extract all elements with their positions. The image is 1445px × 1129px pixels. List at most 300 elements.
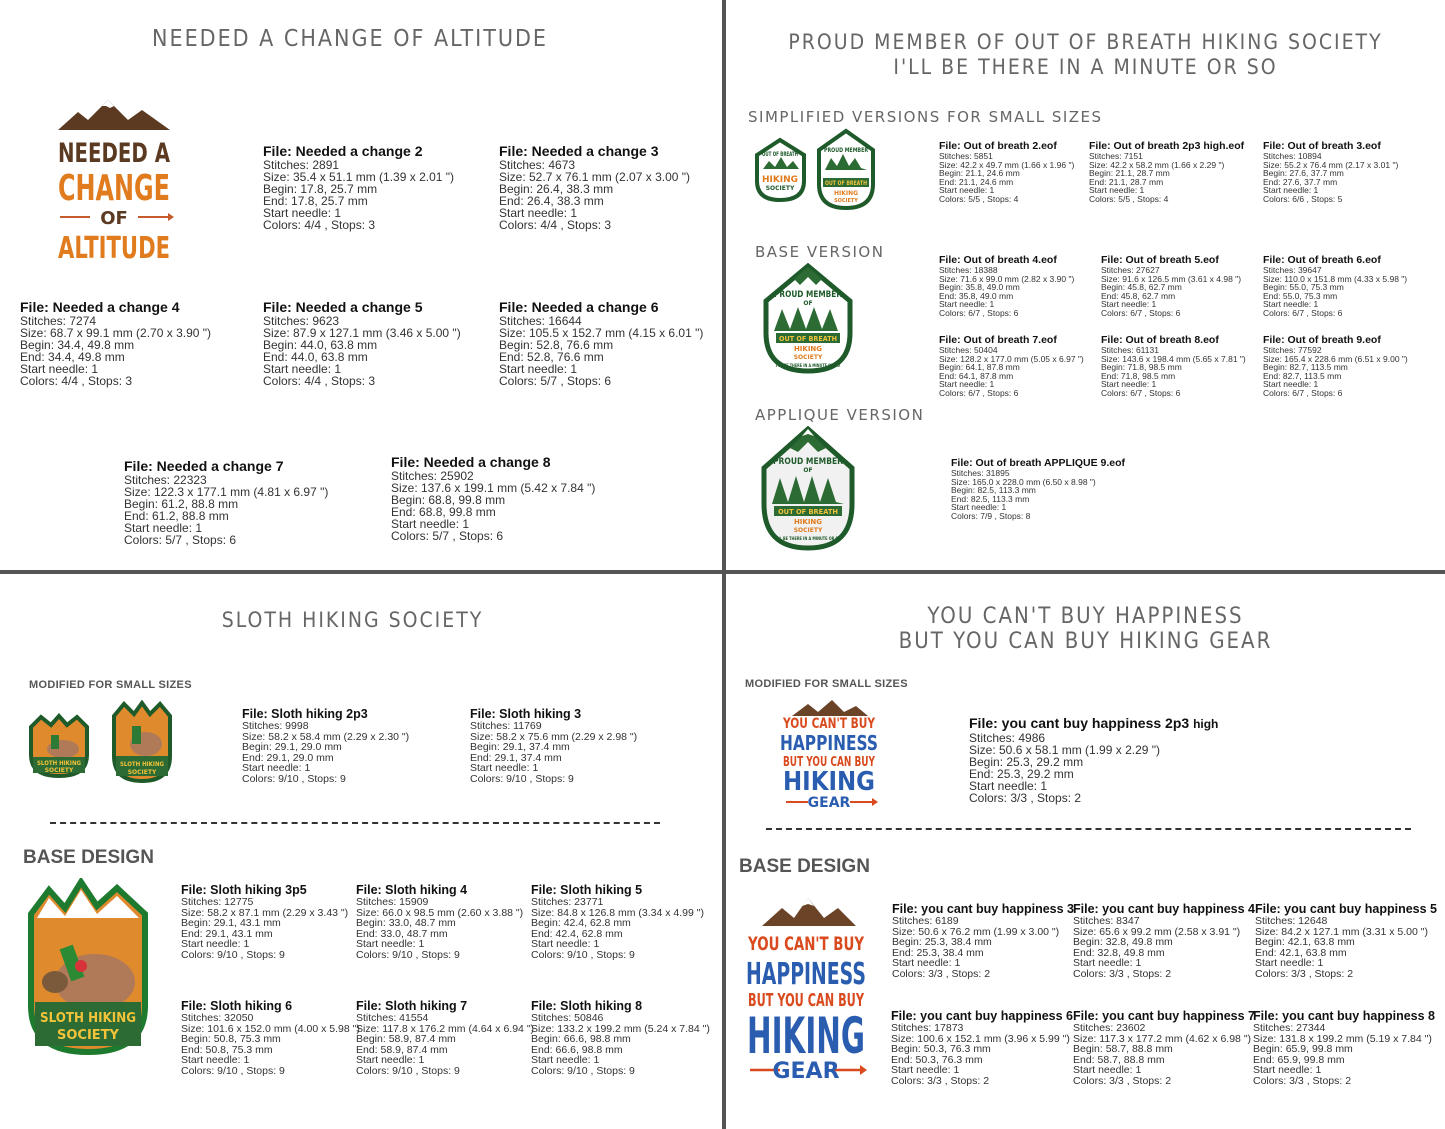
file-detail-line: Colors: 5/7 , Stops: 6 [391,529,504,543]
file-detail-line: Colors: 6/7 , Stops: 6 [939,307,1019,318]
file-detail-line: Begin: 33.0, 48.7 mm [356,917,456,929]
file-title: File: Out of breath 7.eof [939,334,1057,346]
file-needed-change-2 [263,143,454,231]
svg-text:PROUD MEMBER: PROUD MEMBER [824,147,869,154]
happiness-2p3-line: Stitches: 4986 [969,731,1046,745]
file-title: File: Needed a change 8 [391,454,551,470]
file-detail-line: Start needle: 1 [891,1064,960,1076]
file-needed-change-6 [499,299,703,387]
file-detail-line: Stitches: 9998 [242,720,309,732]
file-detail-line: End: 55.0, 75.3 mm [1263,290,1338,301]
file-detail-line: Colors: 4/4 , Stops: 3 [263,218,376,232]
file-detail-line: Stitches: 7274 [20,314,97,328]
file-detail-line: Colors: 4/4 , Stops: 3 [20,374,133,388]
q3-modified-label: MODIFIED FOR SMALL SIZES [29,679,192,691]
file-detail-line: Stitches: 4673 [499,158,576,172]
file-happiness-7 [1073,1009,1255,1086]
file-title: File: you cant buy happiness 7 [1073,1009,1255,1023]
file-detail-line: Start needle: 1 [356,1054,425,1066]
q3-dashed-separator [50,822,660,824]
file-detail-line: Start needle: 1 [356,938,425,950]
file-detail-line: Begin: 50.3, 76.3 mm [891,1043,991,1055]
file-detail-line: Begin: 42.4, 62.8 mm [531,917,631,929]
file-detail-line: Start needle: 1 [181,1054,250,1066]
file-detail-line: End: 27.6, 37.7 mm [1263,176,1338,187]
file-detail-line: Begin: 50.8, 75.3 mm [181,1033,281,1045]
file-title: File: Sloth hiking 8 [531,999,643,1013]
q4-title-line2: BUT YOU CAN BUY HIKING GEAR [898,629,1273,654]
file-detail-line: Colors: 5/5 , Stops: 4 [939,193,1019,204]
file-title: File: Needed a change 4 [20,299,180,315]
logo-needed-a: NEEDED A [58,138,171,169]
file-detail-line: End: 34.4, 49.8 mm [20,350,125,364]
file-detail-line: Stitches: 12775 [181,896,254,908]
file-detail-line: Start needle: 1 [1263,299,1319,309]
file-detail-line: Size: 110.0 x 151.8 mm (4.33 x 5.98 ") [1263,273,1408,284]
file-title: File: Sloth hiking 7 [356,999,468,1013]
file-detail-line: Stitches: 18388 [939,265,998,275]
file-detail-line: Size: 42.2 x 49.7 mm (1.66 x 1.96 ") [939,159,1075,170]
file-detail-line: Colors: 5/7 , Stops: 6 [499,374,612,388]
file-detail-line: Start needle: 1 [391,517,470,531]
file-detail-line: Size: 65.6 x 99.2 mm (2.58 x 3.91 ") [1073,925,1241,938]
file-detail-line: Stitches: 16644 [499,314,582,328]
file-detail-line: Size: 143.6 x 198.4 mm (5.65 x 7.81 ") [1101,353,1246,364]
svg-text:SOCIETY: SOCIETY [793,527,823,534]
file-detail-line: Colors: 4/4 , Stops: 3 [263,374,376,388]
file-sloth-hiking-2p3 [242,707,409,784]
file-detail-line: Colors: 4/4 , Stops: 3 [499,218,612,232]
file-title: File: Out of breath 2.eof [939,140,1057,152]
file-detail-line: Colors: 6/7 , Stops: 6 [1101,307,1181,318]
file-detail-line: Start needle: 1 [1073,957,1142,969]
file-detail-line: Begin: 42.1, 63.8 mm [1255,936,1355,948]
file-detail-line: Colors: 3/3 , Stops: 2 [891,1074,990,1087]
svg-text:YOU CAN'T BUY: YOU CAN'T BUY [782,716,876,732]
file-detail-line: Stitches: 12648 [1255,915,1328,927]
file-detail-line: Begin: 17.8, 25.7 mm [263,182,378,196]
q1-title: NEEDED A CHANGE OF ALTITUDE [152,26,548,52]
file-detail-line: Begin: 44.0, 63.8 mm [263,338,378,352]
file-detail-line: Begin: 58.7, 88.8 mm [1073,1043,1173,1055]
file-detail-line: Start needle: 1 [1101,379,1157,389]
file-needed-change-5 [263,299,461,387]
happiness-2p3-line: Size: 50.6 x 58.1 mm (1.99 x 2.29 ") [969,743,1161,757]
file-detail-line: Size: 84.2 x 127.1 mm (3.31 x 5.00 ") [1255,925,1428,938]
file-detail-line: Stitches: 22323 [124,473,207,487]
out-of-breath-base-badge [760,263,856,375]
svg-text:OF: OF [803,300,813,307]
q4-base-design-label: BASE DESIGN [739,856,870,877]
file-detail-line: Stitches: 31895 [951,468,1010,478]
file-detail-line: End: 58.9, 87.4 mm [356,1043,448,1056]
file-detail-line: Stitches: 10894 [1263,151,1322,161]
svg-text:GEAR: GEAR [772,1059,840,1082]
file-detail-line: Size: 100.6 x 152.1 mm (3.96 x 5.99 ") [891,1032,1070,1045]
file-detail-line: End: 58.7, 88.8 mm [1073,1053,1165,1066]
file-detail-line: Begin: 29.1, 37.4 mm [470,741,570,753]
file-detail-line: End: 68.8, 99.8 mm [391,505,496,519]
file-detail-line: Stitches: 39647 [1263,265,1322,275]
file-detail-line: Stitches: 23602 [1073,1022,1146,1034]
file-detail-line: Start needle: 1 [1089,185,1145,195]
file-title: File: Needed a change 5 [263,299,423,315]
file-detail-line: Colors: 9/10 , Stops: 9 [356,948,460,961]
file-sloth-hiking-5 [531,883,704,960]
file-title: File: you cant buy happiness 8 [1253,1009,1435,1023]
file-detail-line: Begin: 35.8, 49.0 mm [939,282,1020,292]
file-detail-line: Colors: 6/7 , Stops: 6 [939,387,1019,398]
svg-text:SLOTH HIKING: SLOTH HIKING [37,759,81,767]
file-detail-line: Start needle: 1 [181,938,250,950]
q2-title-line1: PROUD MEMBER OF OUT OF BREATH HIKING SOCIETY [788,30,1383,54]
svg-text:OF: OF [803,467,813,474]
base-version-label: BASE VERSION [755,243,885,261]
file-detail-line: Size: 128.2 x 177.0 mm (5.05 x 6.97 ") [939,353,1084,364]
file-out-of-breath-5 [1101,254,1241,317]
file-happiness-3 [892,902,1074,979]
file-detail-line: End: 65.9, 99.8 mm [1253,1053,1345,1066]
file-title: File: Needed a change 2 [263,143,423,159]
file-detail-line: Colors: 5/5 , Stops: 4 [1089,193,1169,204]
file-detail-line: Size: 58.2 x 75.6 mm (2.29 x 2.98 ") [470,730,638,743]
file-title: File: Out of breath 4.eof [939,254,1057,266]
file-detail-line: Colors: 9/10 , Stops: 9 [181,948,285,961]
file-detail-line: End: 61.2, 88.8 mm [124,509,229,523]
svg-text:SLOTH HIKING: SLOTH HIKING [40,1011,136,1026]
file-detail-line: Start needle: 1 [1263,185,1319,195]
file-detail-line: Begin: 68.8, 99.8 mm [391,493,506,507]
file-detail-line: Start needle: 1 [1255,957,1324,969]
file-out-of-breath-4 [939,254,1074,317]
file-needed-change-8 [391,454,595,542]
file-out-of-breath-7 [939,334,1084,397]
file-sloth-hiking-7 [356,999,534,1076]
file-detail-line: Start needle: 1 [1101,299,1157,309]
file-detail-line: Size: 105.5 x 152.7 mm (4.15 x 6.01 ") [499,326,704,340]
file-detail-line: Stitches: 77592 [1263,345,1322,355]
file-detail-line: End: 21.1, 28.7 mm [1089,176,1164,187]
file-detail-line: Begin: 21.1, 28.7 mm [1089,168,1170,178]
file-title: File: Needed a change 7 [124,458,284,474]
file-detail-line: End: 45.8, 62.7 mm [1101,290,1176,301]
file-title: File: Out of breath 9.eof [1263,334,1381,346]
svg-text:HAPPINESS: HAPPINESS [746,957,866,992]
file-title: File: Out of breath 3.eof [1263,140,1381,152]
svg-text:OUT OF BREATH: OUT OF BREATH [779,335,838,343]
file-detail-line: End: 82.7, 113.5 mm [1263,370,1342,381]
file-detail-line: Start needle: 1 [470,762,539,774]
needed-change-logo [50,98,180,268]
file-detail-line: Colors: 9/10 , Stops: 9 [531,948,635,961]
file-detail-line: Stitches: 5851 [939,151,993,161]
file-detail-line: Stitches: 27627 [1101,265,1160,275]
file-out-of-breath-6 [1263,254,1407,317]
file-detail-line: Colors: 5/7 , Stops: 6 [124,533,237,547]
file-detail-line: Begin: 65.9, 99.8 mm [1253,1043,1353,1055]
file-needed-change-7 [124,458,328,546]
file-detail-line: Start needle: 1 [499,362,578,376]
file-title: File: Out of breath 5.eof [1101,254,1219,266]
file-detail-line: End: 21.1, 24.6 mm [939,176,1014,187]
file-title: File: Sloth hiking 3p5 [181,883,307,897]
file-detail-line: Start needle: 1 [1263,379,1319,389]
file-detail-line: Stitches: 9623 [263,314,340,328]
file-detail-line: Begin: 66.6, 98.8 mm [531,1033,631,1045]
happiness-2p3-title-suffix: high [1193,717,1219,731]
svg-text:YOU CAN'T BUY: YOU CAN'T BUY [747,933,865,955]
file-detail-line: Begin: 82.7, 113.5 mm [1263,362,1348,372]
file-detail-line: Start needle: 1 [939,299,995,309]
svg-text:OUT OF BREATH: OUT OF BREATH [825,180,867,187]
file-detail-line: Size: 52.7 x 76.1 mm (2.07 x 3.00 ") [499,170,691,184]
out-of-breath-small-badge-1 [753,137,808,203]
file-needed-change-3 [499,143,690,231]
file-detail-line: Stitches: 6189 [892,915,959,927]
svg-text:BUT YOU CAN BUY: BUT YOU CAN BUY [748,990,865,1011]
file-title: File: you cant buy happiness 6 [891,1009,1073,1023]
file-detail-line: Stitches: 27344 [1253,1022,1326,1034]
file-detail-line: Start needle: 1 [939,379,995,389]
file-out-of-breath-8 [1101,334,1246,397]
file-title: File: Out of breath APPLIQUE 9.eof [951,457,1126,469]
file-detail-line: Colors: 9/10 , Stops: 9 [531,1064,635,1077]
file-happiness-5 [1255,902,1437,979]
file-title: File: you cant buy happiness 3 [892,902,1074,916]
file-detail-line: Start needle: 1 [1253,1064,1322,1076]
file-sloth-hiking-3p5 [181,883,348,960]
file-detail-line: End: 29.1, 29.0 mm [242,751,334,764]
file-detail-line: End: 50.3, 76.3 mm [891,1053,983,1066]
q2-title-line2: I'LL BE THERE IN A MINUTE OR SO [893,55,1278,79]
file-detail-line: Begin: 61.2, 88.8 mm [124,497,239,511]
q3-base-design-label: BASE DESIGN [23,847,154,868]
file-detail-line: Size: 66.0 x 98.5 mm (2.60 x 3.88 ") [356,906,524,919]
svg-text:SLOTH HIKING: SLOTH HIKING [120,760,164,768]
svg-text:HAPPINESS: HAPPINESS [780,731,878,755]
file-happiness-8 [1253,1009,1435,1086]
file-detail-line: Stitches: 8347 [1073,915,1140,927]
file-detail-line: Stitches: 17873 [891,1022,964,1034]
file-detail-line: Begin: 29.1, 43.1 mm [181,917,281,929]
file-sloth-hiking-6 [181,999,360,1076]
file-detail-line: End: 33.0, 48.7 mm [356,927,448,940]
file-detail-line: Colors: 3/3 , Stops: 2 [1073,967,1172,980]
file-detail-line: Colors: 3/3 , Stops: 2 [1253,1074,1352,1087]
file-detail-line: Colors: 3/3 , Stops: 2 [892,967,991,980]
file-detail-line: Size: 165.4 x 228.6 mm (6.51 x 9.00 ") [1263,353,1408,364]
svg-text:GEAR: GEAR [807,795,851,810]
svg-text:PROUD MEMBER: PROUD MEMBER [774,290,843,300]
file-detail-line: Colors: 9/10 , Stops: 9 [356,1064,460,1077]
happiness-small-logo [778,698,880,810]
file-detail-line: End: 64.1, 87.8 mm [939,370,1014,381]
file-detail-line: Colors: 3/3 , Stops: 2 [1255,967,1354,980]
file-detail-line: End: 32.8, 49.8 mm [1073,946,1165,959]
file-detail-line: Begin: 82.5, 113.3 mm [951,485,1036,495]
file-detail-line: Start needle: 1 [939,185,995,195]
logo-change: CHANGE [58,168,170,209]
file-detail-line: Size: 122.3 x 177.1 mm (4.81 x 6.97 ") [124,485,329,499]
file-detail-line: End: 44.0, 63.8 mm [263,350,368,364]
file-out-of-breath-applique-9 [951,457,1125,520]
svg-text:HIKING: HIKING [793,345,823,353]
file-detail-line: Stitches: 32050 [181,1012,254,1024]
file-detail-line: End: 29.1, 37.4 mm [470,751,562,764]
file-detail-line: Stitches: 2891 [263,158,340,172]
file-detail-line: Stitches: 11769 [470,720,542,732]
file-detail-line: Start needle: 1 [531,1054,600,1066]
file-detail-line: Size: 117.8 x 176.2 mm (4.64 x 6.94 ") [356,1022,535,1035]
file-detail-line: End: 71.8, 98.5 mm [1101,370,1176,381]
file-detail-line: Start needle: 1 [892,957,961,969]
file-detail-line: Stitches: 41554 [356,1012,429,1024]
svg-text:HIKING: HIKING [793,518,823,526]
file-detail-line: Size: 84.8 x 126.8 mm (3.34 x 4.99 ") [531,906,704,919]
file-detail-line: Begin: 32.8, 49.8 mm [1073,936,1173,948]
file-detail-line: Start needle: 1 [263,362,342,376]
file-detail-line: Begin: 27.6, 37.7 mm [1263,168,1344,178]
file-detail-line: Size: 42.2 x 58.2 mm (1.66 x 2.29 ") [1089,159,1225,170]
file-happiness-6 [891,1009,1073,1086]
file-title: File: Out of breath 2p3 high.eof [1089,140,1245,152]
svg-text:HIKING: HIKING [833,190,859,197]
file-detail-line: Colors: 6/7 , Stops: 6 [1263,387,1343,398]
svg-text:SOCIETY: SOCIETY [765,185,795,192]
svg-text:SOCIETY: SOCIETY [44,767,74,774]
file-detail-line: Begin: 25.3, 38.4 mm [892,936,992,948]
svg-text:SOCIETY: SOCIETY [793,354,823,361]
file-detail-line: Size: 91.6 x 126.5 mm (3.61 x 4.98 ") [1101,273,1242,284]
file-detail-line: End: 42.1, 63.8 mm [1255,946,1347,959]
file-detail-line: Begin: 52.8, 76.6 mm [499,338,614,352]
file-detail-line: Size: 58.2 x 58.4 mm (2.29 x 2.30 ") [242,730,410,743]
applique-version-label: APPLIQUE VERSION [755,406,925,424]
svg-text:SOCIETY: SOCIETY [57,1028,119,1043]
file-title: File: Sloth hiking 6 [181,999,293,1013]
file-detail-line: End: 26.4, 38.3 mm [499,194,604,208]
file-detail-line: Stitches: 61131 [1101,345,1159,355]
file-detail-line: Colors: 9/10 , Stops: 9 [181,1064,285,1077]
sloth-small-badge-1 [27,713,91,779]
file-detail-line: Start needle: 1 [531,938,600,950]
file-out-of-breath-9 [1263,334,1408,397]
happiness-2p3-line: Colors: 3/3 , Stops: 2 [969,791,1082,805]
file-detail-line: Size: 165.0 x 228.0 mm (6.50 x 8.98 ") [951,476,1096,487]
file-detail-line: Colors: 6/7 , Stops: 6 [1101,387,1181,398]
file-detail-line: Begin: 26.4, 38.3 mm [499,182,614,196]
file-detail-line: Stitches: 25902 [391,469,474,483]
file-title: File: Out of breath 8.eof [1101,334,1219,346]
file-detail-line: Stitches: 50846 [531,1012,604,1024]
file-detail-line: Size: 55.2 x 76.4 mm (2.17 x 3.01 ") [1263,159,1399,170]
file-title: File: you cant buy happiness 4 [1073,902,1255,916]
file-out-of-breath-3 [1263,140,1398,203]
file-title: File: you cant buy happiness 5 [1255,902,1437,916]
file-detail-line: Begin: 29.1, 29.0 mm [242,741,342,753]
file-detail-line: Size: 58.2 x 87.1 mm (2.29 x 3.43 ") [181,906,349,919]
svg-text:SOCIETY: SOCIETY [834,198,858,204]
file-detail-line: End: 42.4, 62.8 mm [531,927,623,940]
svg-text:OUT OF BREATH: OUT OF BREATH [778,508,839,516]
file-title: File: Sloth hiking 5 [531,883,643,897]
file-out-of-breath-2 [939,140,1074,203]
file-detail-line: End: 52.8, 76.6 mm [499,350,604,364]
file-detail-line: Size: 131.8 x 199.2 mm (5.19 x 7.84 ") [1253,1032,1432,1045]
file-detail-line: Stitches: 50404 [939,345,998,355]
happiness-2p3-title: File: you cant buy happiness 2p3 [969,715,1190,731]
sloth-base-badge [25,878,151,1058]
file-detail-line: Begin: 21.1, 24.6 mm [939,168,1020,178]
simplified-versions-label: SIMPLIFIED VERSIONS FOR SMALL SIZES [748,108,1103,126]
file-detail-line: Size: 133.2 x 199.2 mm (5.24 x 7.84 ") [531,1022,710,1035]
vertical-divider [722,0,726,1129]
file-out-of-breath-2p3 [1089,140,1244,203]
out-of-breath-applique-badge [758,426,858,552]
svg-text:BUT YOU CAN BUY: BUT YOU CAN BUY [783,755,876,770]
file-sloth-hiking-8 [531,999,710,1076]
file-detail-line: Begin: 45.8, 62.7 mm [1101,282,1182,292]
file-detail-line: Start needle: 1 [499,206,578,220]
q3-title: SLOTH HIKING SOCIETY [221,608,484,632]
svg-text:OUT OF BREATH: OUT OF BREATH [762,151,798,158]
file-detail-line: Colors: 6/6 , Stops: 5 [1263,193,1343,204]
file-detail-line: Size: 68.7 x 99.1 mm (2.70 x 3.90 ") [20,326,212,340]
file-detail-line: End: 17.8, 25.7 mm [263,194,368,208]
happiness-base-logo [744,896,868,1082]
file-detail-line: Begin: 71.8, 98.5 mm [1101,362,1182,372]
file-detail-line: Size: 50.6 x 76.2 mm (1.99 x 3.00 ") [892,925,1060,938]
file-detail-line: Size: 137.6 x 199.1 mm (5.42 x 7.84 ") [391,481,596,495]
file-detail-line: Size: 117.3 x 177.2 mm (4.62 x 6.98 ") [1073,1032,1252,1045]
file-sloth-hiking-3 [470,707,637,784]
file-detail-line: Size: 35.4 x 51.1 mm (1.39 x 2.01 ") [263,170,455,184]
svg-text:I'LL BE THERE IN A MINUTE OR S: I'LL BE THERE IN A MINUTE OR SO [776,363,841,368]
logo-altitude: ALTITUDE [58,231,170,266]
file-detail-line: Begin: 34.4, 49.8 mm [20,338,135,352]
happiness-2p3-line: End: 25.3, 29.2 mm [969,767,1074,781]
file-sloth-hiking-4 [356,883,523,960]
file-needed-change-4 [20,299,211,387]
q4-title-line1: YOU CAN'T BUY HAPPINESS [927,604,1244,629]
file-detail-line: End: 50.8, 75.3 mm [181,1043,273,1056]
svg-text:HIKING: HIKING [747,1007,865,1065]
svg-text:HIKING: HIKING [761,175,799,185]
svg-text:SOCIETY: SOCIETY [127,769,157,776]
file-title: File: Sloth hiking 2p3 [242,707,368,721]
logo-of: OF [100,208,128,229]
q4-dashed-separator [766,828,1411,830]
file-detail-line: Stitches: 7151 [1089,151,1143,161]
file-detail-line: Start needle: 1 [263,206,342,220]
file-happiness-4 [1073,902,1255,979]
file-detail-line: Begin: 64.1, 87.8 mm [939,362,1020,372]
file-detail-line: Colors: 9/10 , Stops: 9 [470,772,574,785]
file-title: File: Needed a change 6 [499,299,659,315]
file-detail-line: End: 82.5, 113.3 mm [951,493,1030,504]
file-detail-line: Start needle: 1 [951,502,1007,512]
file-detail-line: Begin: 58.9, 87.4 mm [356,1033,456,1045]
file-detail-line: End: 25.3, 38.4 mm [892,946,984,959]
file-detail-line: Start needle: 1 [242,762,311,774]
svg-text:HIKING: HIKING [783,767,875,797]
file-detail-line: Begin: 55.0, 75.3 mm [1263,282,1344,292]
file-detail-line: End: 35.8, 49.0 mm [939,290,1014,301]
happiness-2p3-line: Start needle: 1 [969,779,1048,793]
sloth-small-badge-2 [110,700,174,784]
file-title: File: Sloth hiking 4 [356,883,468,897]
out-of-breath-small-badge-2 [815,128,877,212]
